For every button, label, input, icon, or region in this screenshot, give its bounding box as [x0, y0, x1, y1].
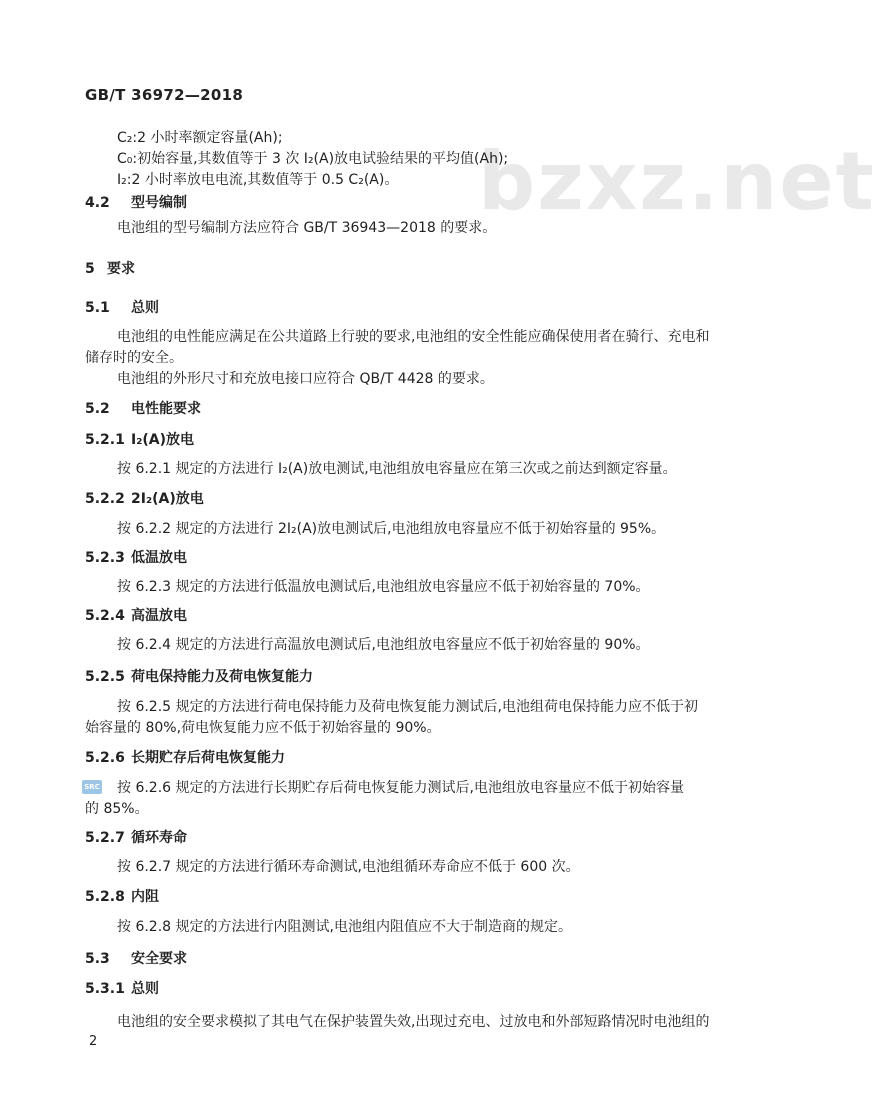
heading-number: 5.2.8 — [85, 889, 125, 905]
paragraph-5-2-6-b: 的 85%。 — [85, 801, 149, 817]
heading-title: 高温放电 — [131, 608, 187, 624]
definition-i2: I₂:2 小时率放电电流,其数值等于 0.5 C₂(A)。 — [117, 172, 399, 188]
paragraph-5-2-5-b: 始容量的 80%,荷电恢复能力应不低于初始容量的 90%。 — [85, 720, 441, 736]
heading-5-2-3 — [85, 549, 187, 567]
heading-title: 电性能要求 — [131, 401, 201, 417]
paragraph-5-2-8: 按 6.2.8 规定的方法进行内阻测试,电池组内阻值应不大于制造商的规定。 — [117, 919, 572, 935]
heading-number: 5.3.1 — [85, 981, 125, 997]
heading-title: 型号编制 — [131, 195, 187, 211]
standard-header: GB/T 36972—2018 — [85, 86, 244, 104]
definition-c2: C₂:2 小时率额定容量(Ah); — [117, 130, 283, 146]
page-number: 2 — [89, 1034, 98, 1049]
heading-5-3 — [85, 950, 187, 968]
heading-5-2-1 — [85, 431, 194, 449]
paragraph-5-1-a: 电池组的电性能应满足在公共道路上行驶的要求,电池组的安全性能应确保使用者在骑行、充电和 — [117, 329, 710, 345]
heading-number: 5.2.6 — [85, 750, 125, 766]
heading-4-2 — [85, 194, 187, 212]
heading-number: 5.3 — [85, 951, 110, 967]
heading-5-2-6 — [85, 749, 285, 767]
heading-title: 安全要求 — [131, 951, 187, 967]
heading-number: 5.2 — [85, 401, 110, 417]
heading-5-3-1 — [85, 980, 159, 998]
paragraph-4-2: 电池组的型号编制方法应符合 GB/T 36943—2018 的要求。 — [117, 220, 497, 236]
heading-title: 内阻 — [131, 889, 159, 905]
heading-title: 荷电保持能力及荷电恢复能力 — [131, 669, 313, 685]
heading-title: 2I₂(A)放电 — [131, 491, 204, 507]
heading-number: 5.2.4 — [85, 608, 125, 624]
heading-5-1 — [85, 299, 159, 317]
heading-number: 5.2.3 — [85, 550, 125, 566]
paragraph-5-2-5-a: 按 6.2.5 规定的方法进行荷电保持能力及荷电恢复能力测试后,电池组荷电保持能力应不低于初 — [117, 699, 698, 715]
heading-5-2 — [85, 400, 201, 418]
paragraph-5-2-2: 按 6.2.2 规定的方法进行 2I₂(A)放电测试后,电池组放电容量应不低于初始容量的 95%。 — [117, 521, 666, 537]
heading-title: I₂(A)放电 — [131, 432, 194, 448]
heading-5-2-5 — [85, 668, 313, 686]
heading-5 — [85, 260, 135, 278]
heading-number: 5.2.5 — [85, 669, 125, 685]
heading-title: 总则 — [131, 981, 159, 997]
heading-number: 5.2.1 — [85, 432, 125, 448]
definition-c0: C₀:初始容量,其数值等于 3 次 I₂(A)放电试验结果的平均值(Ah); — [117, 151, 509, 167]
heading-title: 要求 — [107, 261, 135, 277]
heading-title: 长期贮存后荷电恢复能力 — [131, 750, 285, 766]
paragraph-5-2-7: 按 6.2.7 规定的方法进行循环寿命测试,电池组循环寿命应不低于 600 次。 — [117, 859, 580, 875]
watermark: bzxz.net — [478, 135, 876, 228]
heading-title: 循环寿命 — [131, 830, 187, 846]
paragraph-5-1-b: 储存时的安全。 — [85, 350, 183, 366]
paragraph-5-2-6-a: 按 6.2.6 规定的方法进行长期贮存后荷电恢复能力测试后,电池组放电容量应不低于初始容量 — [117, 780, 684, 796]
paragraph-5-2-4: 按 6.2.4 规定的方法进行高温放电测试后,电池组放电容量应不低于初始容量的 90%。 — [117, 637, 650, 653]
heading-5-2-4 — [85, 607, 187, 625]
heading-5-2-8 — [85, 888, 159, 906]
publisher-logo: SRC — [82, 780, 102, 794]
heading-5-2-2 — [85, 490, 204, 508]
heading-title: 低温放电 — [131, 550, 187, 566]
paragraph-5-2-1: 按 6.2.1 规定的方法进行 I₂(A)放电测试,电池组放电容量应在第三次或之前达到额定容量。 — [117, 461, 677, 477]
heading-number: 5 — [85, 261, 95, 277]
paragraph-5-1-c: 电池组的外形尺寸和充放电接口应符合 QB/T 4428 的要求。 — [117, 371, 494, 387]
heading-5-2-7 — [85, 829, 187, 847]
heading-number: 5.2.7 — [85, 830, 125, 846]
heading-number: 5.1 — [85, 300, 110, 316]
paragraph-5-2-3: 按 6.2.3 规定的方法进行低温放电测试后,电池组放电容量应不低于初始容量的 70%。 — [117, 579, 650, 595]
paragraph-5-3-1: 电池组的安全要求模拟了其电气在保护装置失效,出现过充电、过放电和外部短路情况时电池组的 — [117, 1014, 710, 1030]
heading-title: 总则 — [131, 300, 159, 316]
heading-number: 4.2 — [85, 195, 110, 211]
heading-number: 5.2.2 — [85, 491, 125, 507]
